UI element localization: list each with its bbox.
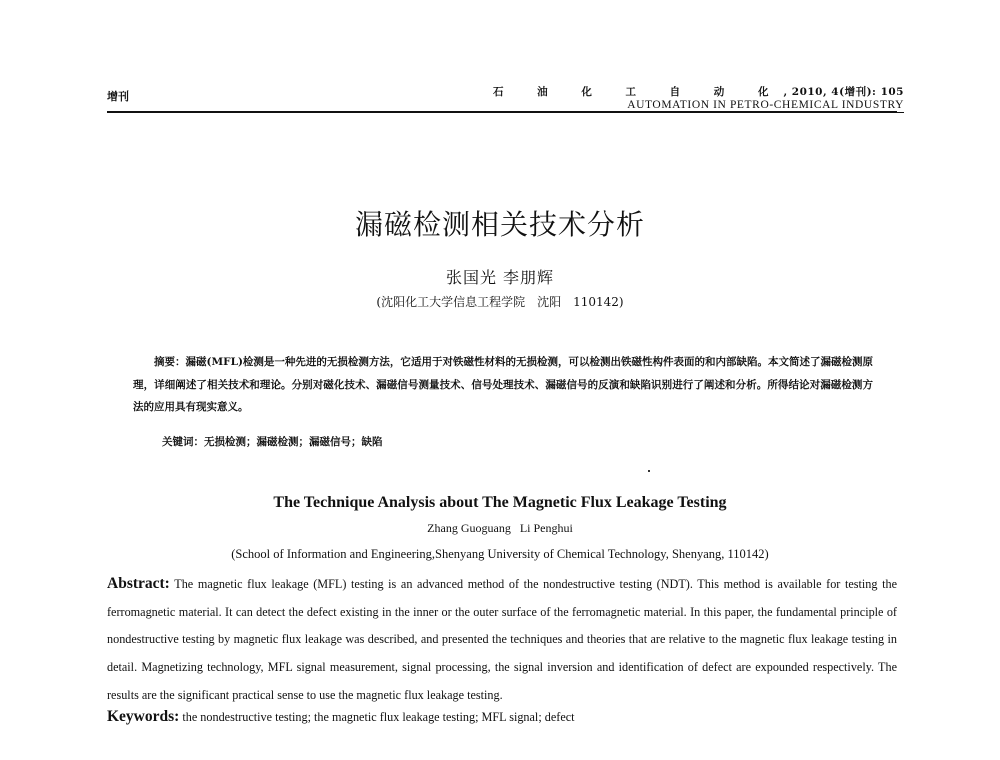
journal-en-name: AUTOMATION IN PETRO-CHEMICAL INDUSTRY — [493, 99, 904, 113]
header-rule — [107, 111, 897, 113]
journal-cn-issue: , 2010, 4(增刊): 105 — [783, 86, 904, 98]
journal-header — [493, 84, 904, 113]
authors-cn: 张国光 李朋辉 — [445, 268, 555, 287]
keywords-cn-label: 关键词： — [162, 436, 204, 448]
keywords-en — [107, 708, 575, 726]
keywords-en-label: Keywords: — [107, 708, 180, 725]
section-label: 增刊 — [107, 90, 129, 103]
title-en: The Technique Analysis about The Magnetic Flux Leakage Testing — [273, 494, 727, 511]
authors-en: Zhang Guoguang Li Penghui — [427, 521, 573, 535]
abstract-en — [107, 570, 897, 710]
affiliation-cn: (沈阳化工大学信息工程学院 沈阳 110142) — [376, 295, 624, 309]
journal-cn-line — [493, 84, 904, 99]
abstract-en-text: The magnetic flux leakage (MFL) testing is an advanced method of the nondestructive testing (NDT). This method is available for testing the ferromagnetic material. It can detect the defect existing in the inner or the outer surface of the ferromagnetic material. In this paper, the fundamental principle of nondestructive testing by magnetic flux leakage was described, and presented the techniques and theories that are relative to the magnetic flux leakage testing in detail. Magnetizing technology, MFL signal measurement, signal processing, the signal inversion and identification of defect are expounded respectively. The results are the significant practical sense to use the magnetic flux leakage testing. — [107, 577, 897, 702]
journal-cn-name: 石 油 化 工 自 动 化 — [493, 86, 784, 98]
abstract-cn-text: 漏磁(MFL)检测是一种先进的无损检测方法，它适用于对铁磁性材料的无损检测，可以检测出铁磁性构件表面的和内部缺陷。本文简述了漏磁检测原理，详细阐述了相关技术和理论。分别对磁化技术、漏磁信号测量技术、信号处理技术、漏磁信号的反演和缺陷识别进行了阐述和分析。所得结论对漏磁检测方法的应用具有现实意义。 — [133, 356, 873, 413]
keywords-cn-text: 无损检测；漏磁检测；漏磁信号；缺陷 — [204, 436, 383, 448]
stray-mark — [648, 470, 650, 472]
abstract-cn-label: 摘要： — [154, 356, 186, 368]
keywords-en-text: the nondestructive testing; the magnetic flux leakage testing; MFL signal; defect — [182, 710, 575, 724]
title-cn: 漏磁检测相关技术分析 — [354, 208, 645, 241]
abstract-en-label: Abstract: — [107, 575, 170, 592]
abstract-cn — [133, 351, 873, 419]
affiliation-en: (School of Information and Engineering,Shenyang University of Chemical Technology, Shenyang, 110142) — [231, 547, 769, 561]
keywords-cn — [162, 434, 383, 449]
